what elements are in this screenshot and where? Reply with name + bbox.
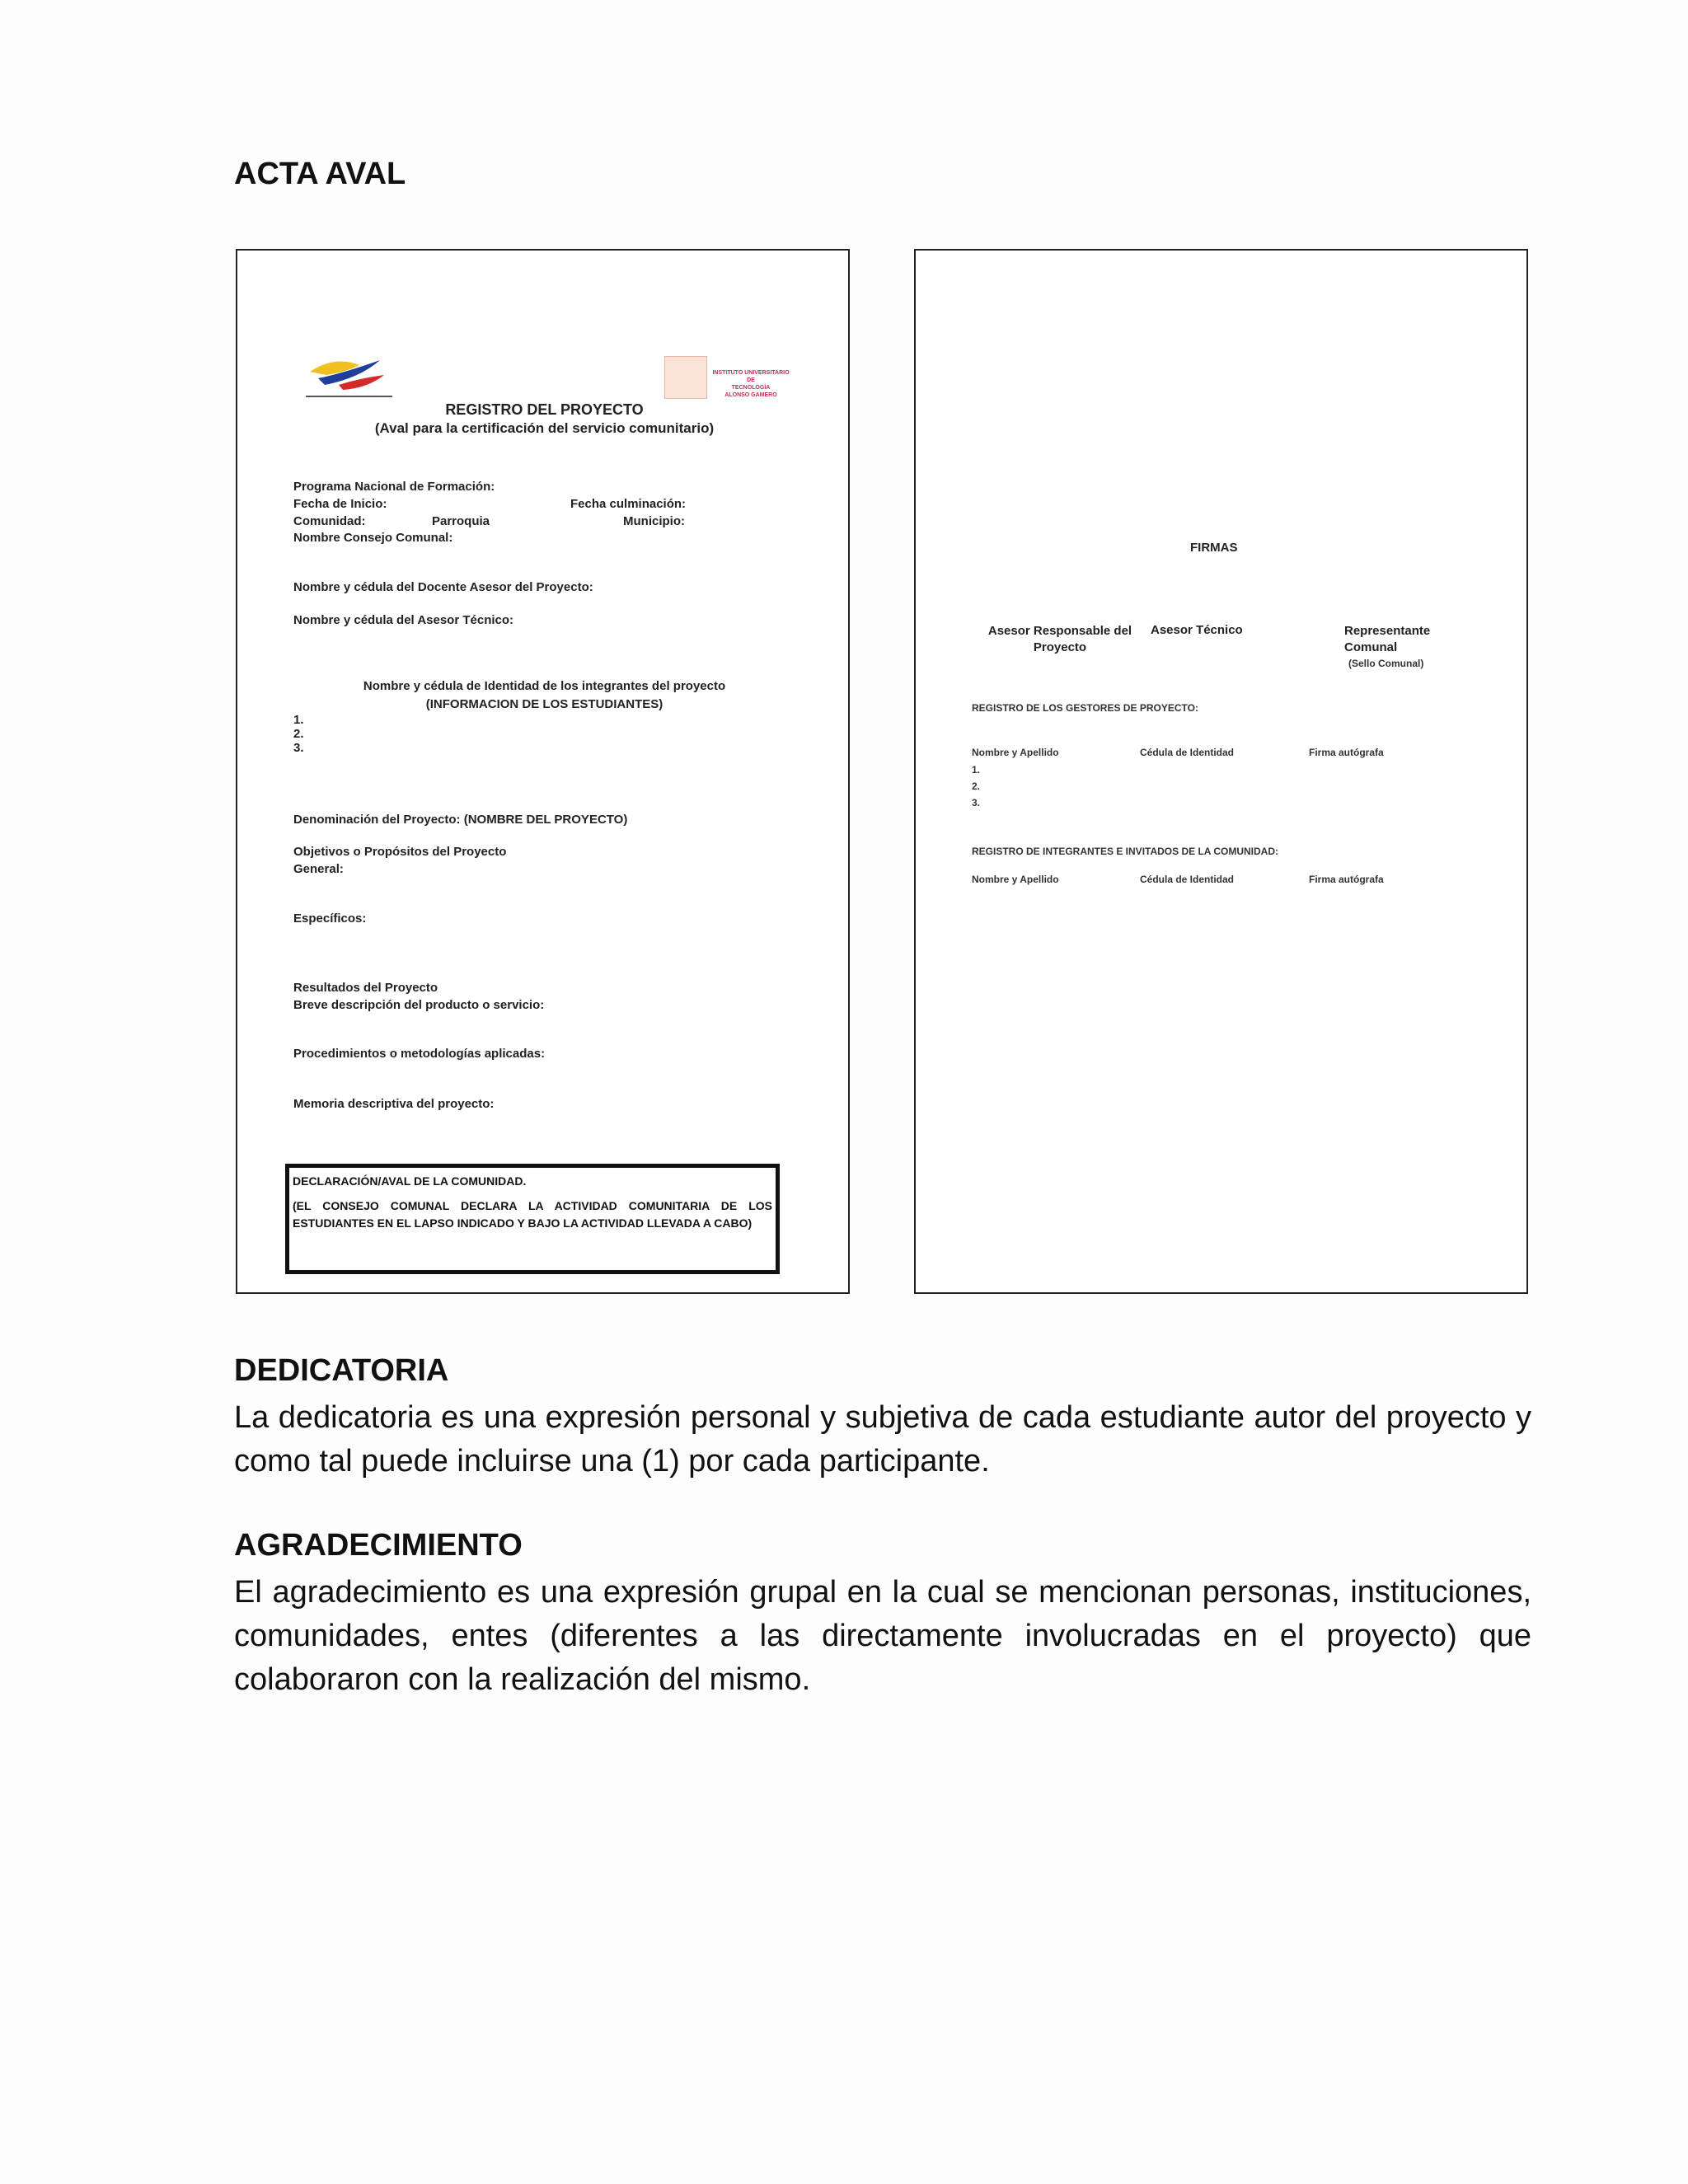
declaracion-text: (EL CONSEJO COMUNAL DECLARA LA ACTIVIDAD COMUNITARIA DE LOS ESTUDIANTES EN EL LAPSO INDICADO Y BAJO LA ACTIVIDAD LLEVADA A CABO) [293,1199,772,1230]
registro-integrantes-title: REGISTRO DE INTEGRANTES E INVITADOS DE LA COMUNIDAD: [972,846,1279,857]
list-item: 2. [293,727,304,741]
field-asesor-tecnico: Nombre y cédula del Asesor Técnico: [293,613,514,627]
field-fecha-culminacion: Fecha culminación: [570,497,687,511]
field-especificos: Específicos: [293,912,367,926]
field-docente: Nombre y cédula del Docente Asesor del Proyecto: [293,580,593,594]
form-page-firmas [914,249,1528,1294]
sig-asesor-responsable: Asesor Responsable del Proyecto [987,624,1132,654]
declaracion-box [285,1164,780,1274]
col-firma: Firma autógrafa [1309,747,1384,758]
field-parroquia: Parroquia [432,514,490,528]
agradecimiento-title: AGRADECIMIENTO [234,1528,523,1563]
form-subtitle: (Aval para la certificación del servicio comunitario) [374,420,715,436]
sig-representante: Representante Comunal [1344,624,1431,654]
col-cedula: Cédula de Identidad [1140,874,1235,885]
dedicatoria-title: DEDICATORIA [234,1353,449,1388]
agradecimiento-text: El agradecimiento es una expresión grupal en la cual se mencionan personas, instituciones, comunidades, entes (diferentes a las directamente involucradas en el proyecto) que colaboraron con la realización del mismo. [234,1575,1531,1697]
list-item: 1. [972,764,981,776]
acta-aval-title: ACTA AVAL [234,157,406,191]
field-programa: Programa Nacional de Formación: [293,480,495,494]
registro-gestores-title: REGISTRO DE LOS GESTORES DE PROYECTO: [972,702,1198,714]
integrantes-subtitle: (INFORMACION DE LOS ESTUDIANTES) [425,697,663,711]
col-firma: Firma autógrafa [1309,874,1384,885]
list-item: 3. [972,797,981,808]
sello-comunal: (Sello Comunal) [1348,658,1424,669]
list-item: 3. [293,741,304,755]
sig-asesor-tecnico: Asesor Técnico [1151,623,1243,637]
field-denominacion: Denominación del Proyecto: (NOMBRE DEL PROYECTO) [293,813,628,827]
field-memoria: Memoria descriptiva del proyecto: [293,1097,495,1111]
declaracion-title: DECLARACIÓN/AVAL DE LA COMUNIDAD. [293,1174,527,1188]
dedicatoria-text: La dedicatoria es una expresión personal y subjetiva de cada estudiante autor del proyecto y como tal puede incluirse una (1) por cada participante. [234,1400,1531,1479]
field-breve: Breve descripción del producto o servicio: [293,998,545,1012]
field-procedimientos: Procedimientos o metodologías aplicadas: [293,1047,546,1061]
form-page-registro [236,249,850,1294]
list-item: 1. [293,713,304,727]
field-municipio: Municipio: [623,514,685,528]
list-item: 2. [972,780,981,792]
col-nombre: Nombre y Apellido [972,747,1059,758]
field-consejo: Nombre Consejo Comunal: [293,531,453,545]
form-title: REGISTRO DEL PROYECTO [445,401,644,418]
field-objetivos: Objetivos o Propósitos del Proyecto [293,845,507,859]
institute-emblem-icon [664,356,707,399]
integrantes-title: Nombre y cédula de Identidad de los integrantes del proyecto [363,679,726,693]
field-fecha-inicio: Fecha de Inicio: [293,497,387,511]
col-cedula: Cédula de Identidad [1140,747,1235,758]
ministry-logo-icon [302,354,396,403]
firmas-title: FIRMAS [1190,541,1238,555]
field-general: General: [293,862,344,876]
institute-logo: INSTITUTO UNIVERSITARIO DE TECNOLOGÍA ALONSO GAMERO [664,356,796,401]
col-nombre: Nombre y Apellido [972,874,1059,885]
field-resultados: Resultados del Proyecto [293,981,438,995]
field-comunidad: Comunidad: [293,514,366,528]
